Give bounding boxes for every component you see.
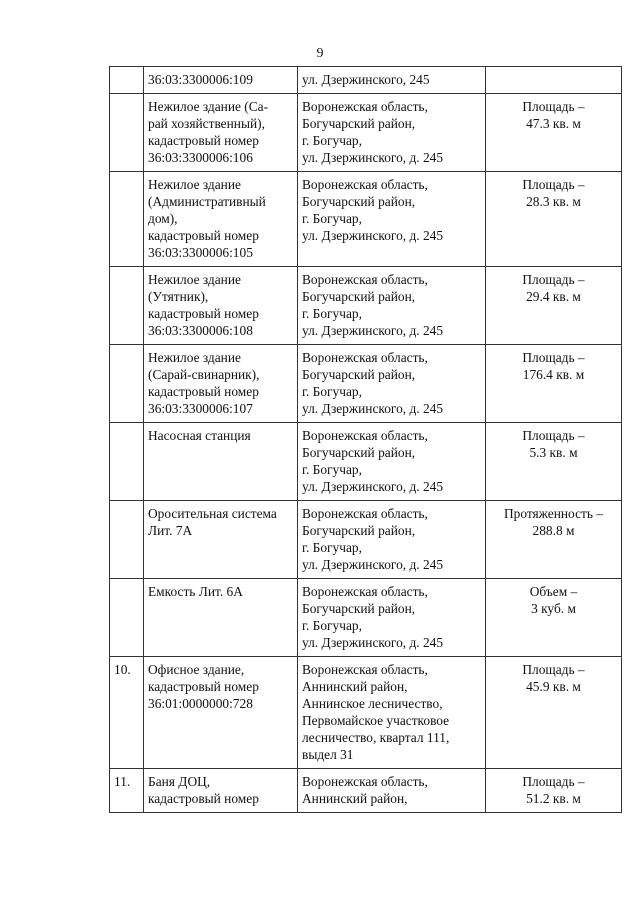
area-cell: [486, 657, 622, 769]
area-cell: [486, 345, 622, 423]
object-name-cell: [144, 657, 298, 769]
address-line: Воронежская область,: [302, 272, 428, 287]
area-line: Объем –: [529, 584, 578, 599]
area-cell: [486, 423, 622, 501]
address-line: Аннинский район,: [302, 791, 408, 806]
address-cell: [298, 501, 486, 579]
address-line: Воронежская область,: [302, 350, 428, 365]
area-line: 28.3 кв. м: [526, 194, 581, 209]
address-line: ул. Дзержинского, д. 245: [302, 401, 444, 416]
table-row: [110, 345, 622, 423]
table-row: [110, 423, 622, 501]
address-line: Воронежская область,: [302, 774, 428, 789]
object-name-line: 36:03:3300006:105: [148, 245, 253, 260]
address-line: ул. Дзержинского, д. 245: [302, 557, 444, 572]
object-name-line: Оросительная система: [148, 506, 277, 521]
area-line: 3 куб. м: [531, 601, 576, 616]
area-line: Площадь –: [522, 428, 585, 443]
address-cell: [298, 423, 486, 501]
address-line: Воронежская область,: [302, 428, 428, 443]
object-name-line: Емкость Лит. 6А: [148, 584, 243, 599]
address-line: Воронежская область,: [302, 506, 428, 521]
address-cell: [298, 345, 486, 423]
object-name-line: Баня ДОЦ,: [148, 774, 211, 789]
address-line: Воронежская область,: [302, 99, 428, 114]
object-name-line: Офисное здание,: [148, 662, 245, 677]
property-table: [109, 66, 622, 813]
area-line: 45.9 кв. м: [526, 679, 581, 694]
area-line: Протяженность –: [503, 506, 604, 521]
area-line: Площадь –: [522, 350, 585, 365]
address-line: Богучарский район,: [302, 194, 416, 209]
object-name-line: (Сарай-свинарник),: [148, 367, 260, 382]
address-cell: [298, 579, 486, 657]
object-name-line: дом),: [148, 211, 178, 226]
object-name-line: кадастровый номер: [148, 306, 259, 321]
address-line: ул. Дзержинского, д. 245: [302, 635, 444, 650]
area-line: 47.3 кв. м: [526, 116, 581, 131]
address-line: Воронежская область,: [302, 662, 428, 677]
row-number: [110, 172, 144, 267]
table-row: [110, 579, 622, 657]
object-name-line: 36:03:3300006:108: [148, 323, 253, 338]
object-name-line: (Утятник),: [148, 289, 209, 304]
object-name-line: Насосная станция: [148, 428, 251, 443]
page-number: 9: [316, 46, 324, 61]
address-line: ул. Дзержинского, д. 245: [302, 323, 444, 338]
row-number: [110, 67, 144, 94]
address-line: Первомайское участковое: [302, 713, 450, 728]
address-line: г. Богучар,: [302, 384, 362, 399]
object-name-cell: [144, 345, 298, 423]
table-row: [110, 172, 622, 267]
address-line: Богучарский район,: [302, 601, 416, 616]
area-cell: [486, 579, 622, 657]
object-name-cell: [144, 94, 298, 172]
address-line: ул. Дзержинского, д. 245: [302, 479, 444, 494]
area-line: Площадь –: [522, 774, 585, 789]
object-name-line: 36:03:3300006:107: [148, 401, 253, 416]
object-name-line: кадастровый номер: [148, 679, 259, 694]
address-line: лесничество, квартал 111,: [302, 730, 450, 745]
object-name-line: (Административный: [148, 194, 266, 209]
area-cell: [486, 267, 622, 345]
address-line: г. Богучар,: [302, 618, 362, 633]
row-number: [110, 579, 144, 657]
address-line: Богучарский район,: [302, 523, 416, 538]
table-row: [110, 769, 622, 813]
object-name-cell: [144, 501, 298, 579]
object-name-line: Нежилое здание: [148, 272, 241, 287]
address-line: ул. Дзержинского, д. 245: [302, 228, 444, 243]
row-number: 11.: [110, 769, 144, 813]
area-cell: [486, 67, 622, 94]
area-cell: [486, 172, 622, 267]
address-line: г. Богучар,: [302, 211, 362, 226]
address-cell: [298, 67, 486, 94]
address-line: ул. Дзержинского, д. 245: [302, 150, 444, 165]
row-number: 10.: [110, 657, 144, 769]
row-number: [110, 345, 144, 423]
object-name-cell: [144, 267, 298, 345]
row-number: [110, 501, 144, 579]
table-row: [110, 657, 622, 769]
property-table-body: [110, 67, 622, 813]
address-line: г. Богучар,: [302, 540, 362, 555]
address-line: г. Богучар,: [302, 133, 362, 148]
area-line: 288.8 м: [532, 523, 575, 538]
table-row: [110, 501, 622, 579]
row-number: [110, 94, 144, 172]
object-name-line: кадастровый номер: [148, 133, 259, 148]
object-name-line: 36:03:3300006:106: [148, 150, 253, 165]
address-line: г. Богучар,: [302, 306, 362, 321]
object-name-line: кадастровый номер: [148, 384, 259, 399]
area-line: Площадь –: [522, 177, 585, 192]
address-line: Богучарский район,: [302, 116, 416, 131]
row-number: [110, 423, 144, 501]
area-line: Площадь –: [522, 272, 585, 287]
table-row: [110, 267, 622, 345]
object-name-line: 36:03:3300006:109: [148, 72, 253, 87]
address-cell: [298, 172, 486, 267]
area-line: Площадь –: [522, 99, 585, 114]
table-row: [110, 67, 622, 94]
address-line: выдел 31: [302, 747, 354, 762]
address-cell: [298, 769, 486, 813]
address-line: Аннинский район,: [302, 679, 408, 694]
address-line: Аннинское лесничество,: [302, 696, 443, 711]
object-name-cell: [144, 67, 298, 94]
address-line: Воронежская область,: [302, 177, 428, 192]
address-line: ул. Дзержинского, 245: [302, 72, 430, 87]
area-line: 176.4 кв. м: [522, 367, 585, 382]
object-name-cell: [144, 423, 298, 501]
address-line: Воронежская область,: [302, 584, 428, 599]
object-name-line: Нежилое здание: [148, 177, 241, 192]
object-name-line: рай хозяйственный),: [148, 116, 265, 131]
area-cell: [486, 94, 622, 172]
object-name-line: Нежилое здание (Са-: [148, 99, 269, 114]
address-line: г. Богучар,: [302, 462, 362, 477]
object-name-line: кадастровый номер: [148, 791, 259, 806]
address-cell: [298, 94, 486, 172]
object-name-line: 36:01:0000000:728: [148, 696, 253, 711]
area-line: 51.2 кв. м: [526, 791, 581, 806]
area-cell: [486, 769, 622, 813]
address-cell: [298, 267, 486, 345]
area-line: 5.3 кв. м: [529, 445, 578, 460]
object-name-cell: [144, 769, 298, 813]
area-line: Площадь –: [522, 662, 585, 677]
object-name-line: Лит. 7А: [148, 523, 193, 538]
object-name-cell: [144, 172, 298, 267]
address-cell: [298, 657, 486, 769]
object-name-line: Нежилое здание: [148, 350, 241, 365]
area-line: 29.4 кв. м: [526, 289, 581, 304]
address-line: Богучарский район,: [302, 367, 416, 382]
object-name-cell: [144, 579, 298, 657]
object-name-line: кадастровый номер: [148, 228, 259, 243]
row-number: [110, 267, 144, 345]
address-line: Богучарский район,: [302, 289, 416, 304]
address-line: Богучарский район,: [302, 445, 416, 460]
table-row: [110, 94, 622, 172]
area-cell: [486, 501, 622, 579]
